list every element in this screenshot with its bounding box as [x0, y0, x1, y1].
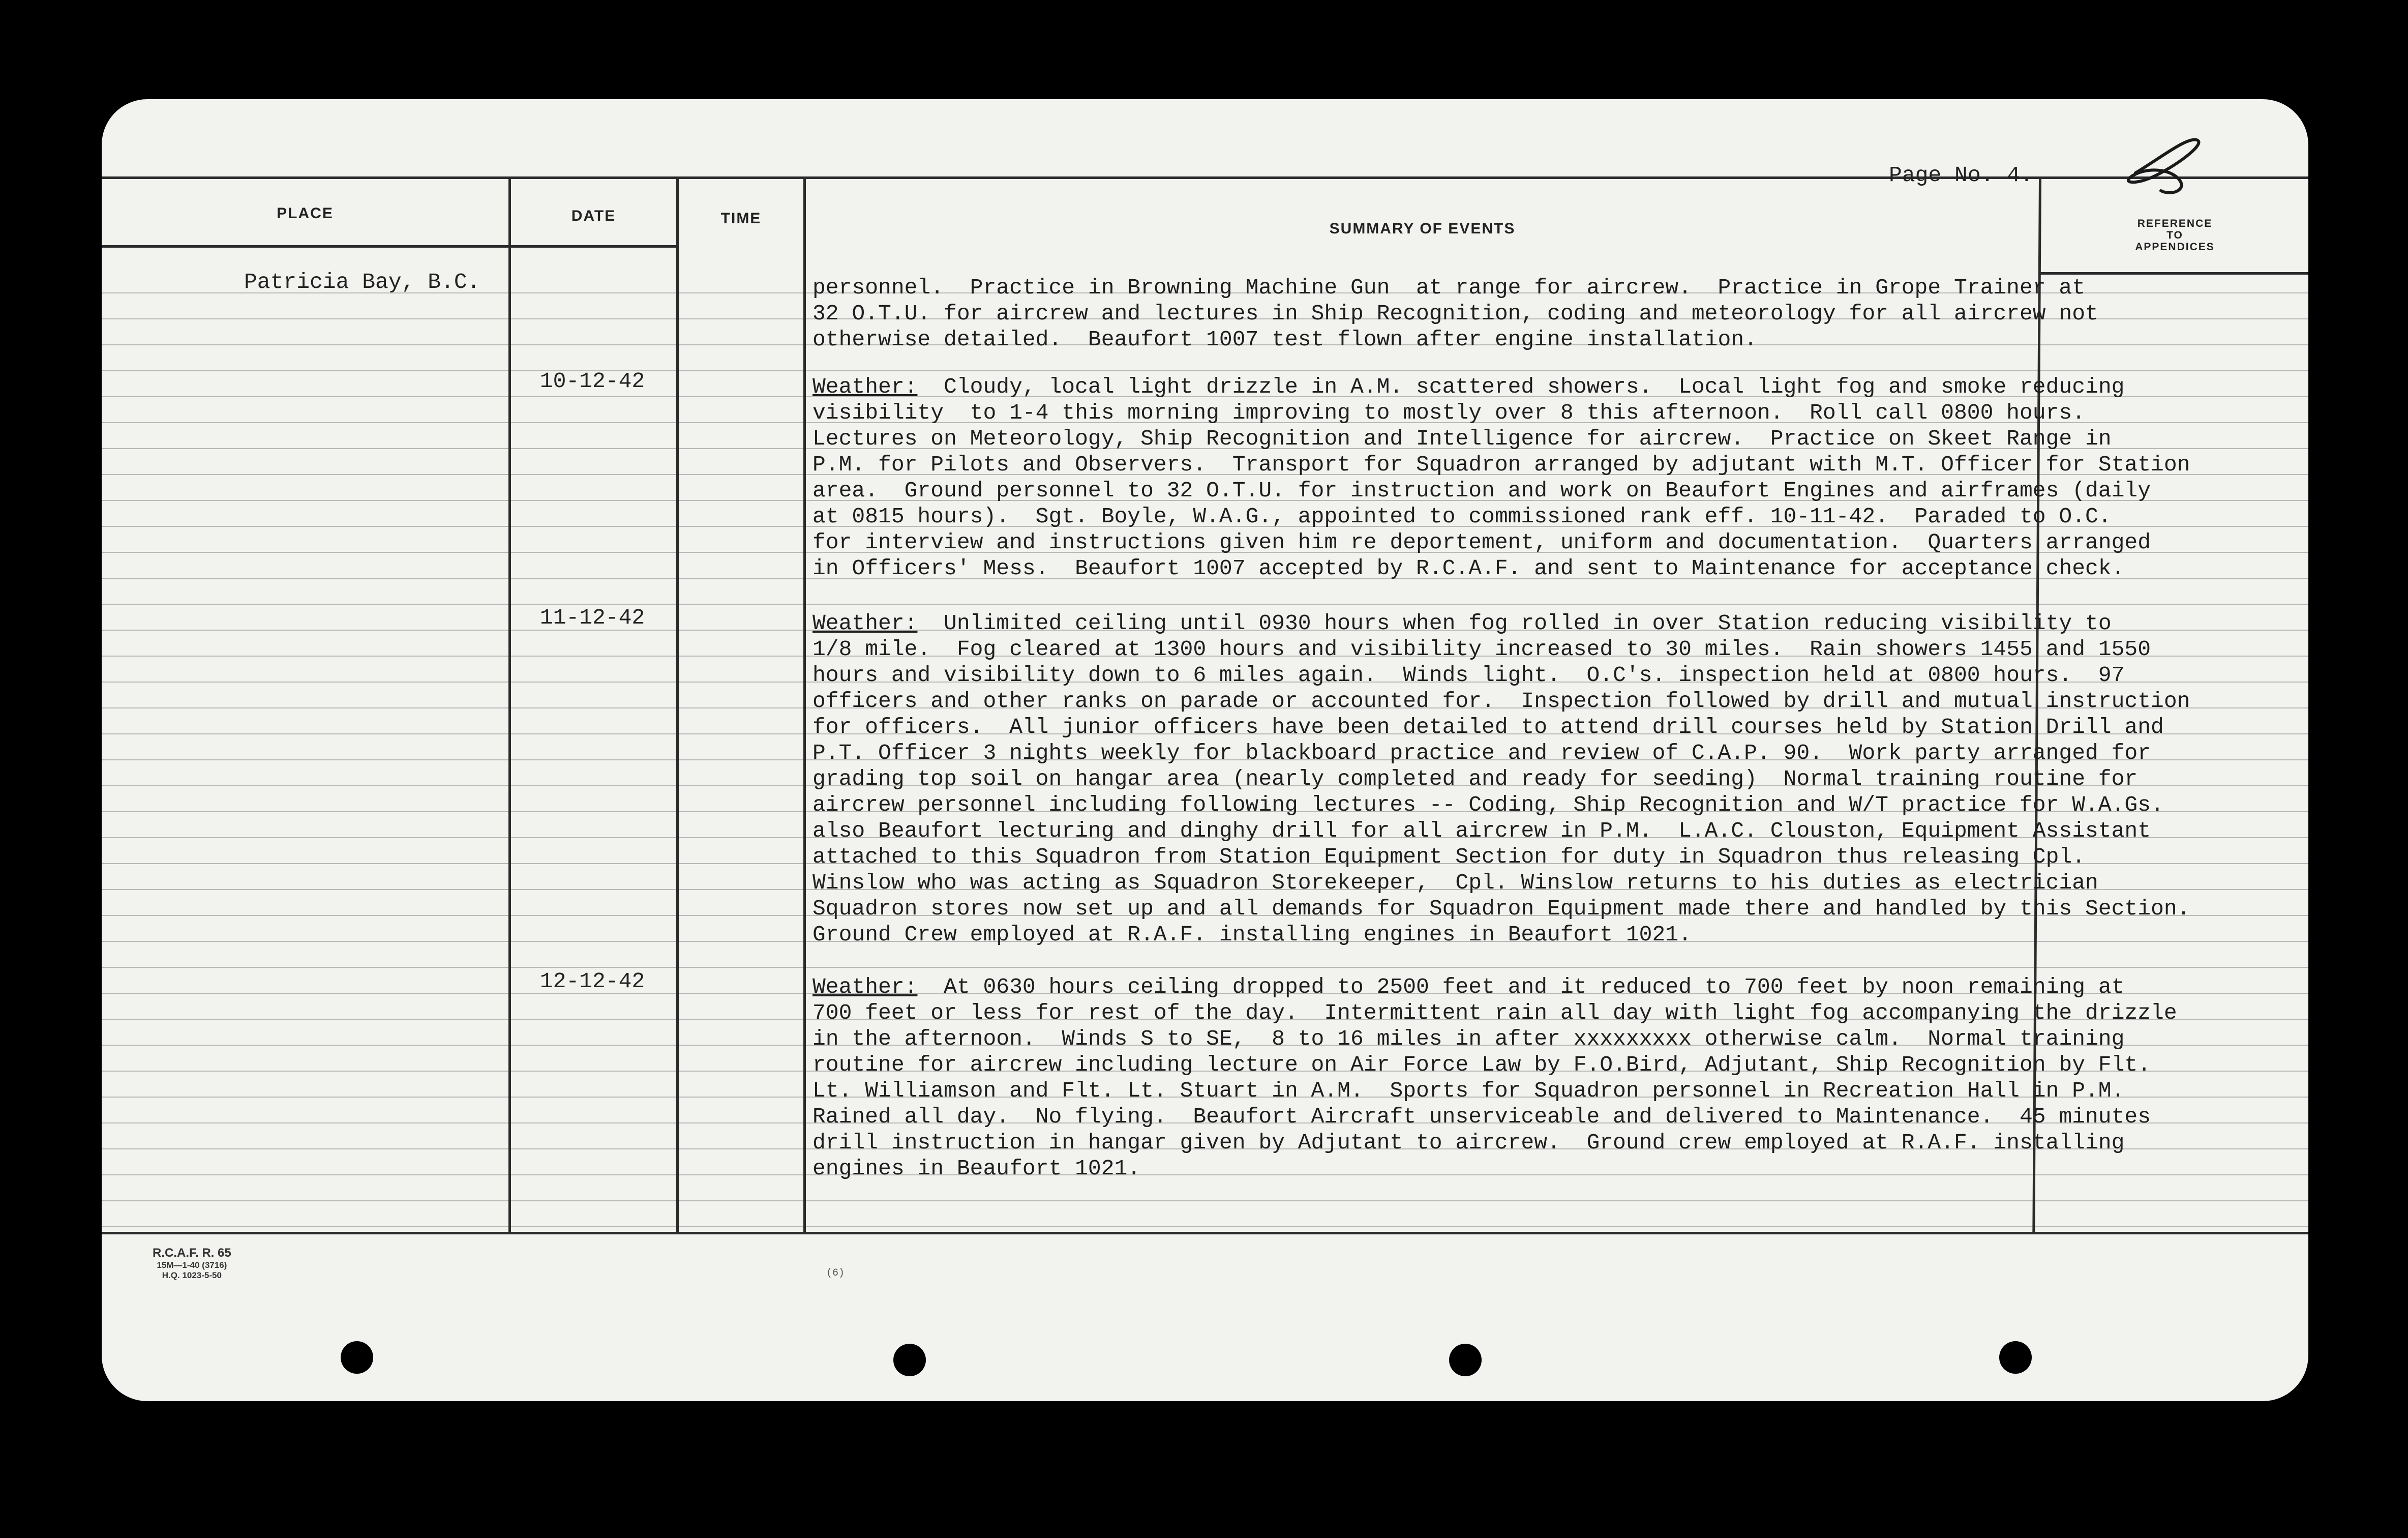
header-summary: SUMMARY OF EVENTS: [1329, 220, 1516, 237]
binder-hole-2: [893, 1344, 926, 1376]
header-bottom-rule: [102, 245, 676, 248]
header-reference-line-3: APPENDICES: [2135, 241, 2215, 253]
header-place: PLACE: [277, 205, 334, 222]
entry-line: Lt. Williamson and Flt. Lt. Stuart in A.M. Sports for Squadron personnel in Recreation Hall in P.M.: [812, 1078, 2125, 1103]
column-divider-time: [803, 176, 806, 1232]
entry-line: in Officers' Mess. Beaufort 1007 accepted by R.C.A.F. and sent to Maintenance for acceptance check.: [812, 556, 2125, 581]
entry-line: visibility to 1-4 this morning improving to mostly over 8 this afternoon. Roll call 0800 hours.: [812, 400, 2086, 425]
header-time: TIME: [720, 210, 762, 227]
entry-line: Lectures on Meteorology, Ship Recognition and Intelligence for aircrew. Practice on Skeet Range in: [812, 426, 2112, 451]
entry-line: Winslow who was acting as Squadron Storekeeper, Cpl. Winslow returns to his duties as electrician: [812, 870, 2098, 895]
entry-line: otherwise detailed. Beaufort 1007 test flown after engine installation.: [812, 327, 1757, 352]
entry-line: aircrew personnel including following lectures -- Coding, Ship Recognition and W/T practice for W.A.Gs.: [812, 792, 2164, 817]
hq-line: H.Q. 1023-5-50: [162, 1270, 222, 1280]
entry-line: Squadron stores now set up and all demands for Squadron Equipment made there and handled by this Section.: [812, 896, 2190, 921]
ruled-line: [102, 1200, 2308, 1201]
entry-line: hours and visibility down to 6 miles again. Winds light. O.C's. inspection held at 0800 hours. 97: [812, 663, 2125, 688]
binder-hole-4: [1999, 1341, 2032, 1374]
printer-mark: (6): [826, 1267, 845, 1279]
header-reference-line-1: REFERENCE: [2137, 218, 2213, 229]
entry-date: 11-12-42: [539, 605, 645, 630]
entry-line: Weather: Cloudy, local light drizzle in A.M. scattered showers. Local light fog and smoke reducing: [812, 374, 2125, 399]
entry-line: Ground Crew employed at R.A.F. installing engines in Beaufort 1021.: [812, 922, 1692, 947]
entry-line: also Beaufort lecturing and dinghy drill for all aircrew in P.M. L.A.C. Clouston, Equipment Assistant: [812, 818, 2151, 843]
event-entry: [812, 610, 2287, 948]
form-number: R.C.A.F. R. 65: [153, 1246, 231, 1260]
binder-hole-1: [341, 1341, 373, 1374]
entry-line: personnel. Practice in Browning Machine Gun at range for aircrew. Practice in Grope Trainer at: [812, 275, 2086, 300]
entry-line: engines in Beaufort 1021.: [812, 1156, 1141, 1181]
footer-rule: [102, 1232, 2308, 1234]
ruled-line: [102, 604, 2308, 605]
entry-line: drill instruction in hangar given by Adjutant to aircrew. Ground crew employed at R.A.F. installing: [812, 1130, 2125, 1155]
header-reference-line-2: TO: [2166, 229, 2183, 241]
entry-date: 10-12-42: [539, 369, 645, 394]
entry-line: officers and other ranks on parade or accounted for. Inspection followed by drill and mutual instruction: [812, 689, 2190, 714]
entry-date: 12-12-42: [539, 969, 645, 994]
binder-hole-3: [1449, 1344, 1482, 1376]
print-line: 15M—1-40 (3716): [157, 1260, 227, 1270]
entry-line: at 0815 hours). Sgt. Boyle, W.A.G., appointed to commissioned rank eff. 10-11-42. Paraded to O.C.: [812, 504, 2112, 529]
entry-line: P.M. for Pilots and Observers. Transport for Squadron arranged by adjutant with M.T. Officer for Station: [812, 452, 2190, 477]
entry-line: 1/8 mile. Fog cleared at 1300 hours and visibility increased to 30 miles. Rain showers 1455 and 1550: [812, 637, 2151, 662]
entry-line: 700 feet or less for rest of the day. Intermittent rain all day with light fog accompanying the drizzle: [812, 1000, 2177, 1025]
signature-initial: [2105, 127, 2207, 203]
entry-line: area. Ground personnel to 32 O.T.U. for instruction and work on Beaufort Engines and airframes (daily: [812, 478, 2151, 503]
entry-line: Weather: At 0630 hours ceiling dropped to 2500 feet and it reduced to 700 feet by noon remaining at: [812, 974, 2125, 999]
ruled-line: [102, 1226, 2308, 1227]
header-reference: [2041, 218, 2308, 253]
ruled-line: [102, 370, 2308, 371]
entry-line: P.T. Officer 3 nights weekly for blackboard practice and review of C.A.P. 90. Work party arranged for: [812, 741, 2151, 765]
place-name: Patricia Bay, B.C.: [244, 270, 480, 294]
entry-line: for officers. All junior officers have been detailed to attend drill courses held by Station Drill and: [812, 715, 2164, 740]
event-entry: [812, 974, 2287, 1181]
page-number: Page No. 4.: [1889, 163, 2033, 188]
entry-line: Weather: Unlimited ceiling until 0930 hours when fog rolled in over Station reducing visibility to: [812, 611, 2112, 636]
ruled-line: [102, 967, 2308, 968]
entry-line: attached to this Squadron from Station Equipment Section for duty in Squadron thus releasing Cpl.: [812, 844, 2086, 869]
entry-line: for interview and instructions given him re deportement, uniform and documentation. Quarters arranged: [812, 530, 2151, 555]
column-divider-place: [508, 176, 511, 1232]
entry-line: Rained all day. No flying. Beaufort Aircraft unserviceable and delivered to Maintenance. 45 minutes: [812, 1104, 2151, 1129]
entry-line: grading top soil on hangar area (nearly completed and ready for seeding) Normal training routine for: [812, 766, 2138, 791]
entry-line: routine for aircrew including lecture on Air Force Law by F.O.Bird, Adjutant, Ship Recognition by Flt.: [812, 1052, 2151, 1077]
header-date: DATE: [571, 208, 616, 224]
event-entry: [812, 275, 2287, 352]
entry-line: 32 O.T.U. for aircrew and lectures in Ship Recognition, coding and meteorology for all aircrew not: [812, 301, 2098, 326]
form-footer: [153, 1246, 231, 1281]
event-entry: [812, 374, 2287, 581]
column-divider-date: [676, 176, 679, 1232]
record-card: [102, 99, 2308, 1401]
entry-line: in the afternoon. Winds S to SE, 8 to 16 miles in after xxxxxxxxx otherwise calm. Normal training: [812, 1026, 2125, 1051]
